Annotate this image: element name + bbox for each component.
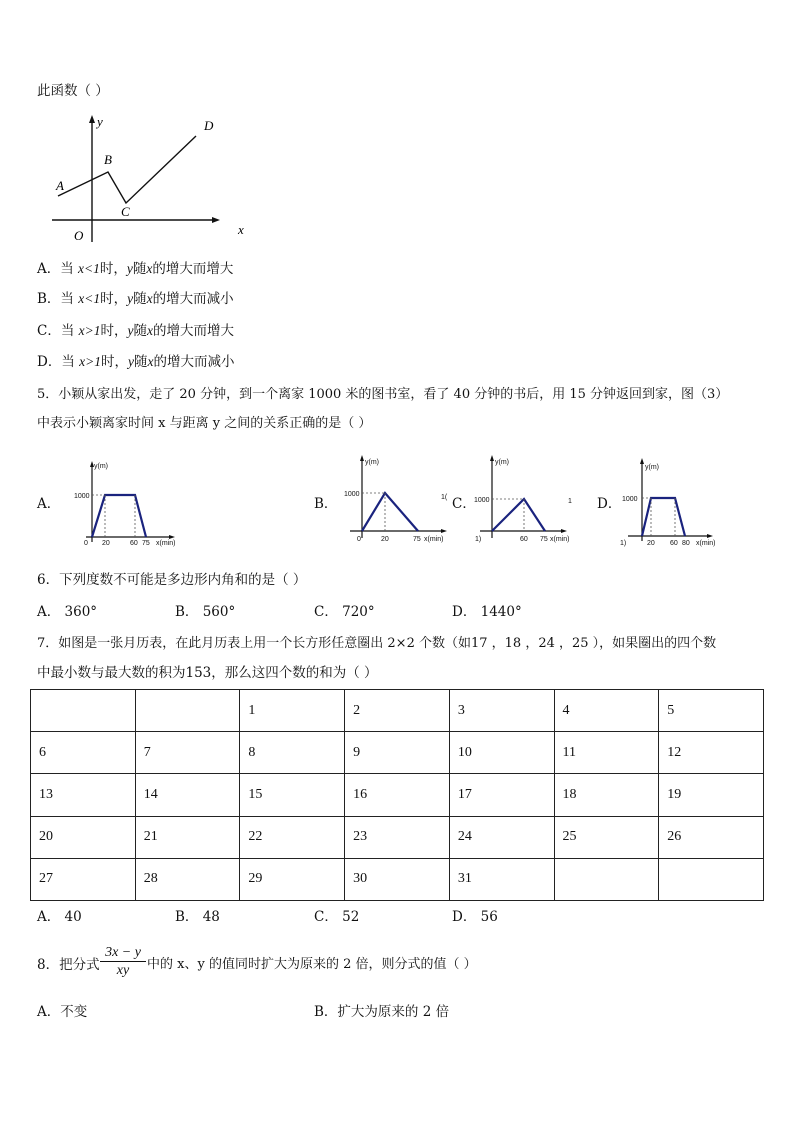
q5a-ylabel: y(m)	[94, 463, 108, 470]
q5c-tick-60: 60	[520, 536, 528, 543]
q4-label-y: y	[97, 114, 103, 129]
q5d-tick-1000: 1000	[622, 496, 638, 503]
q5-option-b-letter[interactable]: B．	[314, 496, 338, 512]
calendar-cell: 17	[449, 774, 554, 816]
q5c-tick-0: 1)	[475, 536, 482, 543]
q7-stem-line2: 中最小数与最大数的积为153，那么这四个数的和为（ ）	[37, 665, 378, 681]
calendar-cell: 24	[449, 816, 554, 858]
q4-label-a: A	[56, 178, 64, 193]
calendar-cell: 19	[659, 774, 764, 816]
q8-option-b[interactable]: B．扩大为原来的 2 倍	[314, 1004, 450, 1020]
calendar-cell: 27	[31, 858, 136, 900]
calendar-cell: 4	[554, 690, 659, 732]
q4-label-c: C	[121, 204, 130, 219]
q5d-ylabel: y(m)	[645, 464, 659, 471]
q8-suffix: 中的 x、y 的值同时扩大为原来的 2 倍，则分式的值（ ）	[147, 957, 477, 972]
q5-graph-b[interactable]	[340, 454, 450, 549]
q6-stem: 6．下列度数不可能是多边形内角和的是（ ）	[37, 572, 307, 588]
q4-label-x: x	[238, 222, 244, 237]
q5b-xlabel: x(min)	[424, 536, 444, 543]
calendar-cell: 20	[31, 816, 136, 858]
q7-option-b[interactable]: B． 48	[175, 909, 220, 925]
q7-option-a[interactable]: A． 40	[37, 909, 82, 925]
q5b-tick-75: 75	[413, 536, 421, 543]
q5a-tick-1000: 1000	[74, 493, 90, 500]
calendar-cell: 7	[135, 732, 240, 774]
q4-option-c[interactable]: C．当 x>1时，y随x的增大而增大	[37, 323, 235, 339]
q5d-xlabel: x(min)	[696, 540, 716, 547]
q5a-tick-0: 0	[84, 540, 88, 547]
calendar-table	[30, 689, 764, 901]
q4-label-o: O	[74, 228, 84, 243]
calendar-cell: 31	[449, 858, 554, 900]
q4-option-b[interactable]: B．当 x<1时，y随x的增大而减小	[37, 291, 234, 307]
calendar-cell: 11	[554, 732, 659, 774]
calendar-cell: 1	[240, 690, 345, 732]
calendar-cell: 29	[240, 858, 345, 900]
calendar-cell: 12	[659, 732, 764, 774]
calendar-cell: 2	[345, 690, 450, 732]
calendar-cell: 21	[135, 816, 240, 858]
calendar-cell: 16	[345, 774, 450, 816]
q5d-tick-60: 60	[670, 540, 678, 547]
calendar-cell: 25	[554, 816, 659, 858]
calendar-cell	[31, 690, 136, 732]
calendar-cell: 28	[135, 858, 240, 900]
calendar-cell	[659, 858, 764, 900]
q4-option-d[interactable]: D．当 x>1时，y随x的增大而减小	[37, 354, 235, 370]
calendar-cell: 26	[659, 816, 764, 858]
q7-stem-line1: 7．如图是一张月历表，在此月历表上用一个长方形任意圈出 2×2 个数（如17 ，18 ，24 ，25 ），如果圈出的四个数	[37, 636, 717, 651]
q5c-stray-mark: 1	[568, 498, 572, 505]
calendar-cell: 23	[345, 816, 450, 858]
calendar-cell: 15	[240, 774, 345, 816]
q5-stem-line2: 中表示小颖离家时间 x 与距离 y 之间的关系正确的是（ ）	[37, 416, 372, 431]
q5b-stray-mark: 1(	[441, 494, 448, 501]
q8-prefix: 8．把分式	[37, 957, 100, 973]
q5d-tick-20: 20	[647, 540, 655, 547]
table-row	[31, 690, 764, 732]
q5b-tick-0: 0	[357, 536, 361, 543]
q5c-xlabel: x(min)	[550, 536, 570, 543]
q5a-xlabel: x(min)	[156, 540, 176, 547]
q5b-tick-20: 20	[381, 536, 389, 543]
calendar-cell: 30	[345, 858, 450, 900]
q5b-tick-1000: 1000	[344, 491, 360, 498]
calendar-cell: 3	[449, 690, 554, 732]
q5a-tick-20: 20	[102, 540, 110, 547]
calendar-cell: 6	[31, 732, 136, 774]
q8-option-a[interactable]: A．不变	[37, 1004, 88, 1020]
calendar-cell: 9	[345, 732, 450, 774]
calendar-cell: 22	[240, 816, 345, 858]
q7-option-d[interactable]: D． 56	[452, 909, 498, 925]
calendar-cell: 10	[449, 732, 554, 774]
q5c-tick-75: 75	[540, 536, 548, 543]
q5-graph-a[interactable]	[76, 458, 186, 553]
q4-label-d: D	[204, 118, 214, 133]
q5-option-a-letter[interactable]: A．	[37, 496, 61, 512]
q6-option-b[interactable]: B． 560°	[175, 604, 236, 620]
q4-label-b: B	[104, 152, 112, 167]
table-row	[31, 732, 764, 774]
q5-stem-line1: 5．小颖从家出发，走了 20 分钟，到一个离家 1000 米的图书室，看了 40 分钟的书后，用 15 分钟返回到家，图（3）	[37, 387, 729, 402]
q8-numerator: 3x − y	[100, 944, 146, 962]
q6-option-d[interactable]: D． 1440°	[452, 604, 522, 620]
q6-option-c[interactable]: C． 720°	[314, 604, 375, 620]
table-row	[31, 774, 764, 816]
q5a-tick-75: 75	[142, 540, 150, 547]
table-row	[31, 858, 764, 900]
q5-graph-c[interactable]	[470, 454, 580, 549]
q6-option-a[interactable]: A． 360°	[37, 604, 98, 620]
calendar-cell: 18	[554, 774, 659, 816]
q5a-tick-60: 60	[130, 540, 138, 547]
calendar-cell	[554, 858, 659, 900]
q4-option-a[interactable]: A．当 x<1时，y随x的增大而增大	[37, 261, 234, 277]
q5c-tick-1000: 1000	[474, 497, 490, 504]
q5d-tick-80: 80	[682, 540, 690, 547]
q8-denominator: xy	[116, 963, 130, 978]
q5c-ylabel: y(m)	[495, 459, 509, 466]
q5b-ylabel: y(m)	[365, 459, 379, 466]
q5-graph-d[interactable]	[614, 457, 724, 552]
calendar-cell: 5	[659, 690, 764, 732]
calendar-cell: 13	[31, 774, 136, 816]
q5-option-c-letter[interactable]: C．	[452, 496, 476, 512]
table-row	[31, 816, 764, 858]
q5d-tick-0: 1)	[620, 540, 627, 547]
q5-option-d-letter[interactable]: D．	[597, 496, 622, 512]
calendar-cell: 8	[240, 732, 345, 774]
q4-stem-tail: 此函数（ ）	[37, 83, 109, 99]
calendar-cell: 14	[135, 774, 240, 816]
q8-fraction	[100, 944, 146, 979]
q7-option-c[interactable]: C． 52	[314, 909, 360, 925]
calendar-cell	[135, 690, 240, 732]
q4-function-graph	[50, 112, 250, 247]
